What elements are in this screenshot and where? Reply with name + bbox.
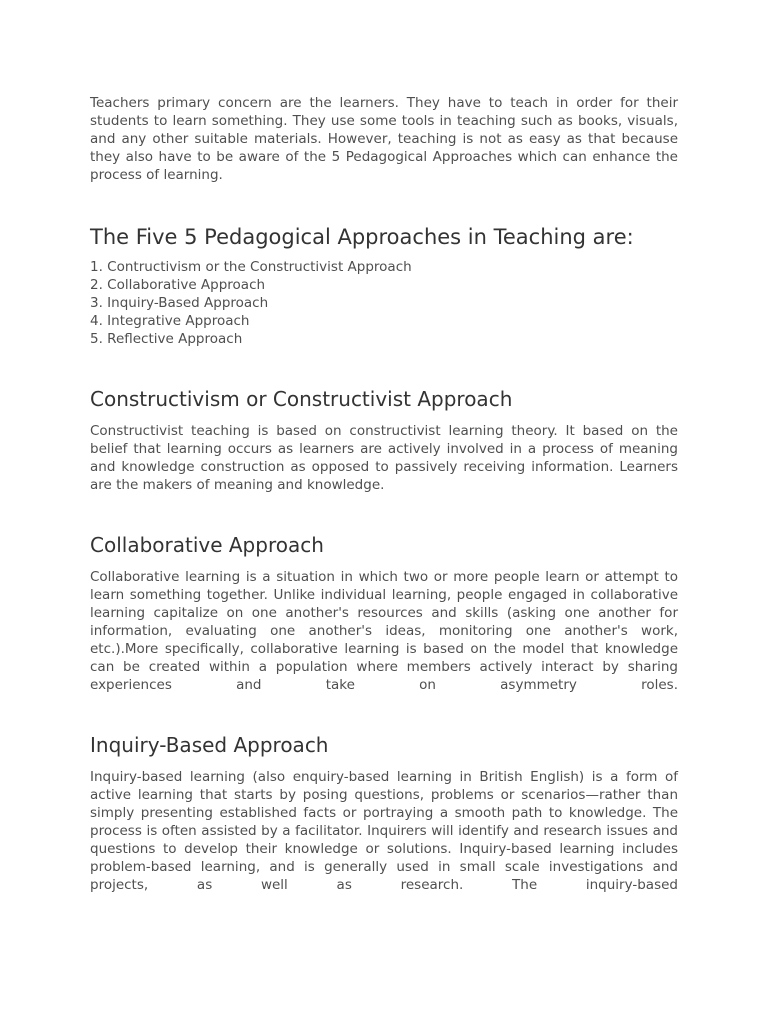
document-page (90, 94, 678, 894)
list-item: 1. Contructivism or the Constructivist Approach (90, 259, 412, 275)
section-body-collaborative: Collaborative learning is a situation in which two or more people learn or attempt to learn something together. Unlike individual learning, people engaged in collaborative learning capitalize on one another's resources and skills (asking one another for information, evaluating one another's ideas, monitoring one another's work, etc.).More specifically, collaborative learning is based on the model that knowledge can be created within a population where members actively interact by sharing experiences and take on asymmetry roles. (90, 569, 678, 693)
section-body-inquiry: Inquiry-based learning (also enquiry-based learning in British English) is a form of active learning that starts by posing questions, problems or scenarios—rather than simply presenting established facts or portraying a smooth path to knowledge. The process is often assisted by a facilitator. Inquirers will identify and research issues and questions to develop their knowledge or solutions. Inquiry-based learning includes problem-based learning, and is generally used in small scale investigations and projects, as well as research. The inquiry-based (90, 769, 678, 893)
section-heading-collaborative: Collaborative Approach (90, 533, 324, 557)
list-item: 2. Collaborative Approach (90, 277, 266, 293)
list-item: 5. Reflective Approach (90, 331, 243, 347)
page-bottom-fade (0, 914, 768, 1024)
section-heading-inquiry: Inquiry-Based Approach (90, 733, 329, 757)
section-body-constructivism: Constructivist teaching is based on constructivist learning theory. It based on the belief that learning occurs as learners are actively involved in a process of meaning and knowledge construction as opposed to passively receiving information. Learners are the makers of meaning and knowledge. (90, 423, 678, 493)
section-heading-constructivism: Constructivism or Constructivist Approach (90, 387, 513, 411)
approaches-list (90, 258, 678, 348)
list-item: 4. Integrative Approach (90, 313, 250, 329)
list-item: 3. Inquiry-Based Approach (90, 295, 269, 311)
intro-paragraph: Teachers primary concern are the learners. They have to teach in order for their students to learn something. They use some tools in teaching such as books, visuals, and any other suitable materials. However, teaching is not as easy as that because they also have to be aware of the 5 Pedagogical Approaches which can enhance the process of learning. (90, 95, 678, 183)
approaches-heading: The Five 5 Pedagogical Approaches in Teaching are: (90, 225, 634, 249)
